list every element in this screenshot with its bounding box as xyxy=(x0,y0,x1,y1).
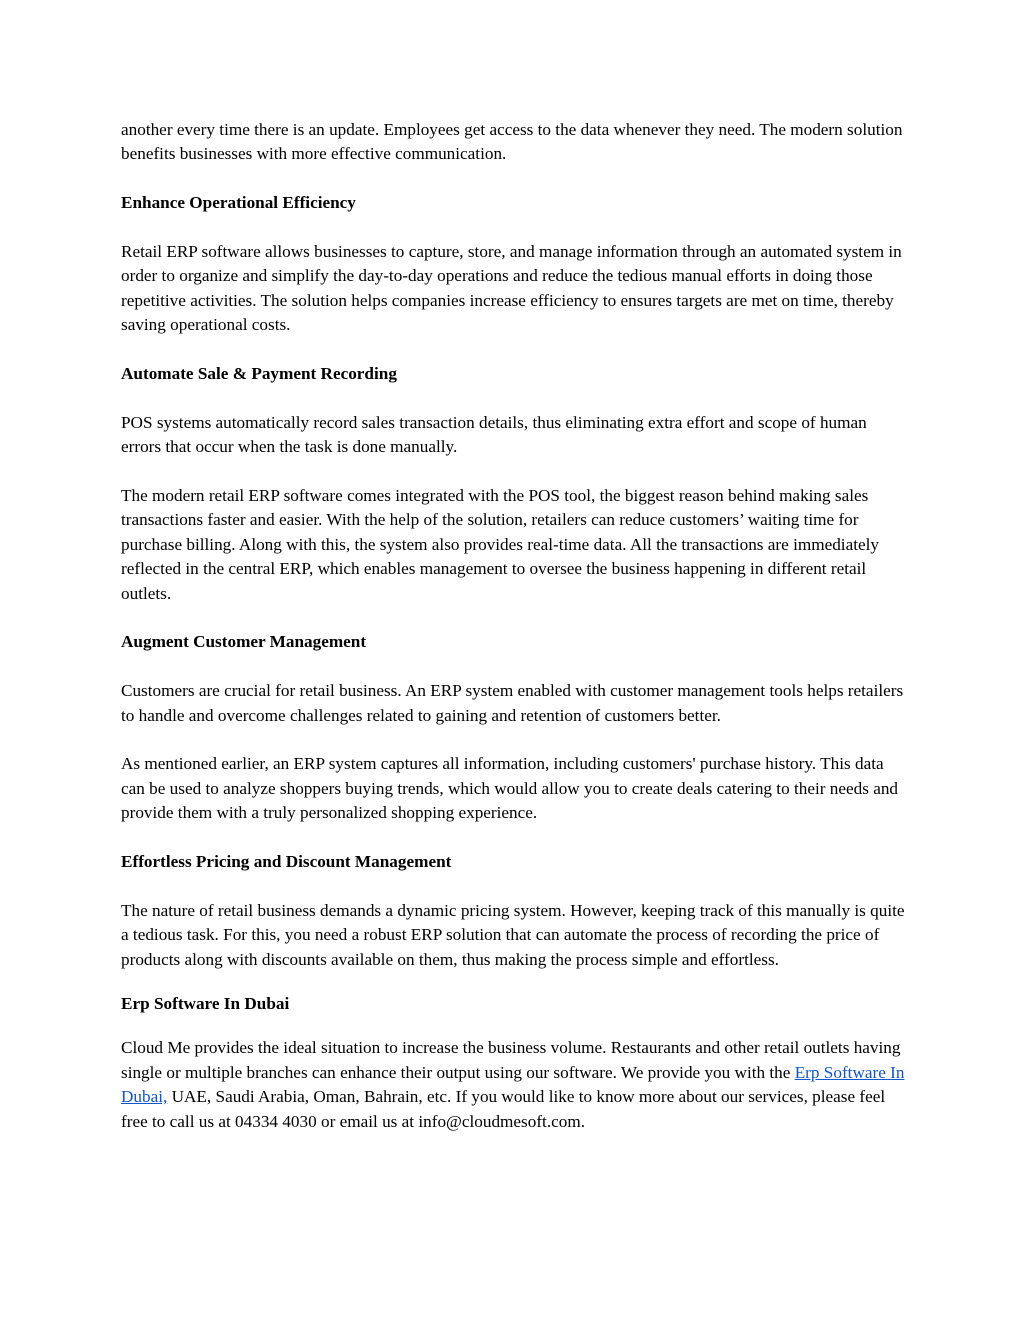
document-page xyxy=(121,118,911,1158)
paragraph-pos-integration: The modern retail ERP software comes integrated with the POS tool, the biggest reason behind making sales transactions faster and easier. With the help of the solution, retailers can reduce customers’ waiting time for purchase billing. Along with this, the system also provides real-time data. All the transactions are immediately reflected in the central ERP, which enables management to oversee the business happening in different retail outlets. xyxy=(121,486,879,603)
heading-customer-management: Augment Customer Management xyxy=(121,632,367,652)
heading-pricing-discount: Effortless Pricing and Discount Management xyxy=(121,852,452,872)
paragraph-erp-dubai xyxy=(121,1036,911,1134)
paragraph-customers-crucial: Customers are crucial for retail business. An ERP system enabled with customer management tools helps retailers to handle and overcome challenges related to gaining and retention of customers better. xyxy=(121,681,904,725)
erp-software-dubai-link[interactable]: Erp Software In Dubai, xyxy=(121,1062,905,1107)
heading-erp-dubai: Erp Software In Dubai xyxy=(121,994,290,1014)
erp-dubai-text-before-link: Cloud Me provides the ideal situation to increase the business volume. Restaurants and other retail outlets having single or multiple branches can enhance their output using our software. We provide you with the xyxy=(121,1038,901,1082)
intro-paragraph: another every time there is an update. Employees get access to the data whenever they need. The modern solution benefits businesses with more effective communication. xyxy=(121,120,903,164)
paragraph-operational-efficiency: Retail ERP software allows businesses to capture, store, and manage information through an automated system in order to organize and simplify the day-to-day operations and reduce the tedious manual efforts in doing those repetitive activities. The solution helps companies increase efficiency to ensures targets are met on time, thereby saving operational costs. xyxy=(121,242,902,335)
heading-sale-payment-recording: Automate Sale & Payment Recording xyxy=(121,364,397,384)
paragraph-pos-systems: POS systems automatically record sales transaction details, thus eliminating extra effort and scope of human errors that occur when the task is done manually. xyxy=(121,412,867,457)
erp-dubai-text-after-link: UAE, Saudi Arabia, Oman, Bahrain, etc. If you would like to know more about our services, please feel free to call us at 04334 4030 or email us at info@cloudmesoft.com. xyxy=(121,1087,886,1131)
paragraph-purchase-history: As mentioned earlier, an ERP system captures all information, including customers' purchase history. This data can be used to analyze shoppers buying trends, which would allow you to create deals catering to their needs and provide them with a truly personalized shopping experience. xyxy=(121,754,899,823)
heading-operational-efficiency: Enhance Operational Efficiency xyxy=(121,193,356,213)
paragraph-pricing-discount: The nature of retail business demands a dynamic pricing system. However, keeping track of this manually is quite a tedious task. For this, you need a robust ERP solution that can automate the process of recording the price of products along with discounts available on them, thus making the process simple and effortless. xyxy=(121,900,905,969)
